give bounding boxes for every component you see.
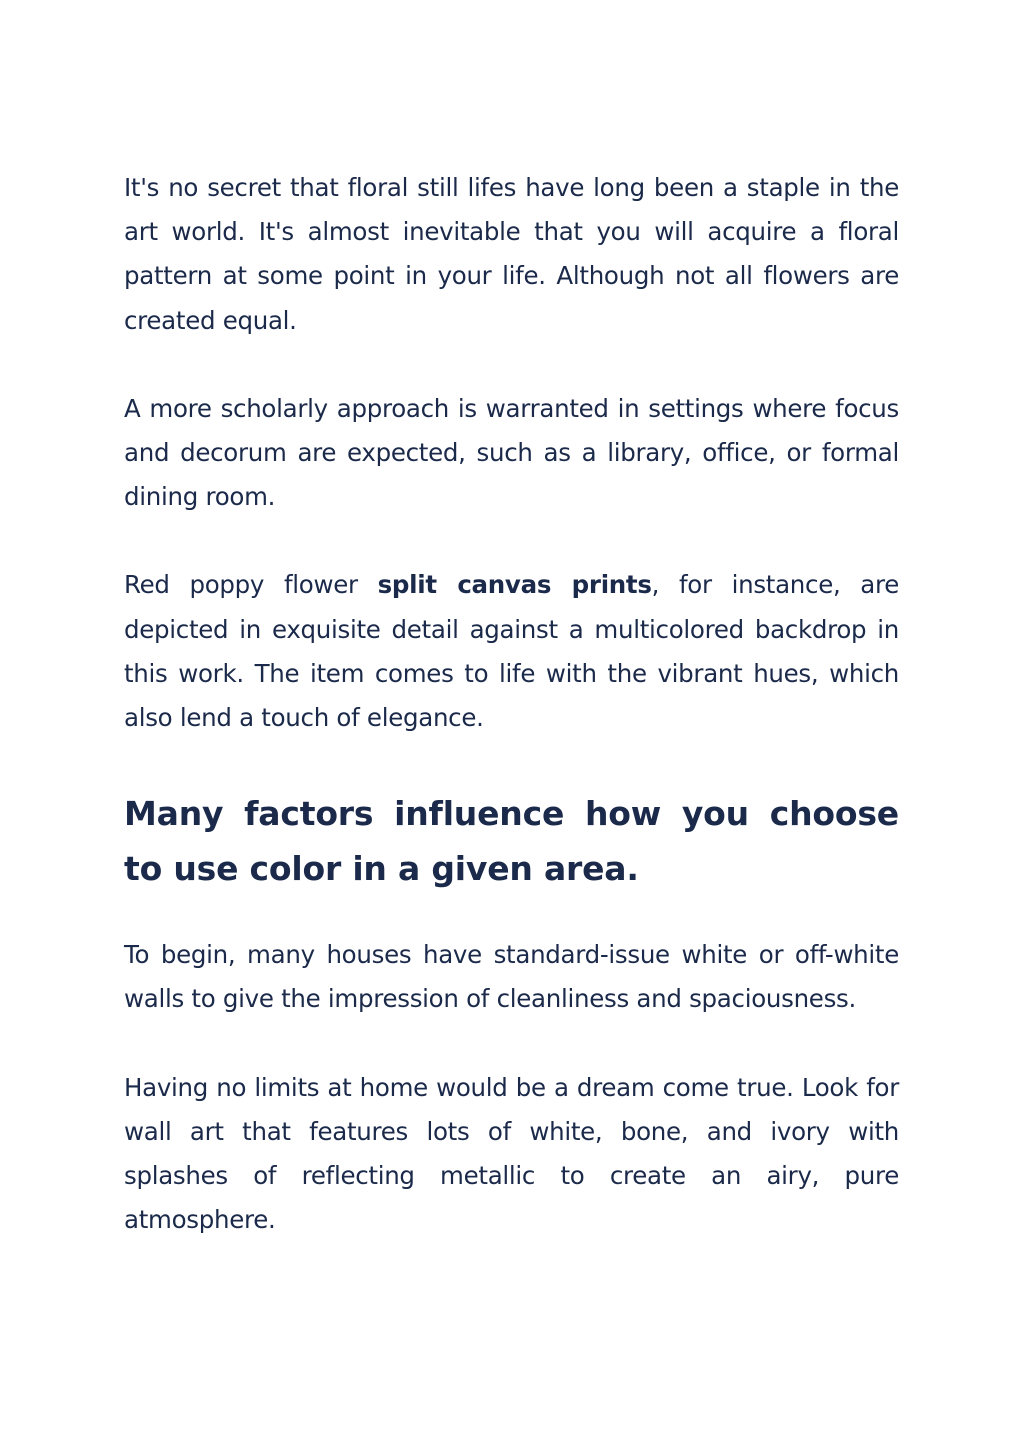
paragraph-red-poppy-intro: Red poppy flower: [124, 570, 378, 600]
section-heading: Many factors influence how you choose to use color in a given area.: [124, 794, 899, 889]
split-canvas-prints-link[interactable]: split canvas prints: [377, 570, 652, 600]
paragraph-red-poppy: [124, 563, 899, 740]
paragraph-red-poppy-rest: , for instance, are depicted in exquisite detail against a multicolored backdrop in this work. The item comes to life with the vibrant hues, which also lend a touch of elegance.: [124, 570, 900, 733]
paragraph-no-limits: Having no limits at home would be a dream come true. Look for wall art that features lots of white, bone, and ivory with splashes of reflecting metallic to create an airy, pure atmosphere.: [124, 1072, 899, 1235]
paragraph-floral-still-lifes: It's no secret that floral still lifes have long been a staple in the art world. It's almost inevitable that you will acquire a floral pattern at some point in your life. Although not all flowers are created equal.: [124, 173, 899, 335]
paragraph-scholarly-approach: A more scholarly approach is warranted in settings where focus and decorum are expected, such as a library, office, or formal dining room.: [124, 393, 899, 512]
paragraph-white-walls: To begin, many houses have standard-issue white or off-white walls to give the impression of cleanliness and spaciousness.: [124, 940, 899, 1014]
document-body: [124, 166, 899, 1242]
